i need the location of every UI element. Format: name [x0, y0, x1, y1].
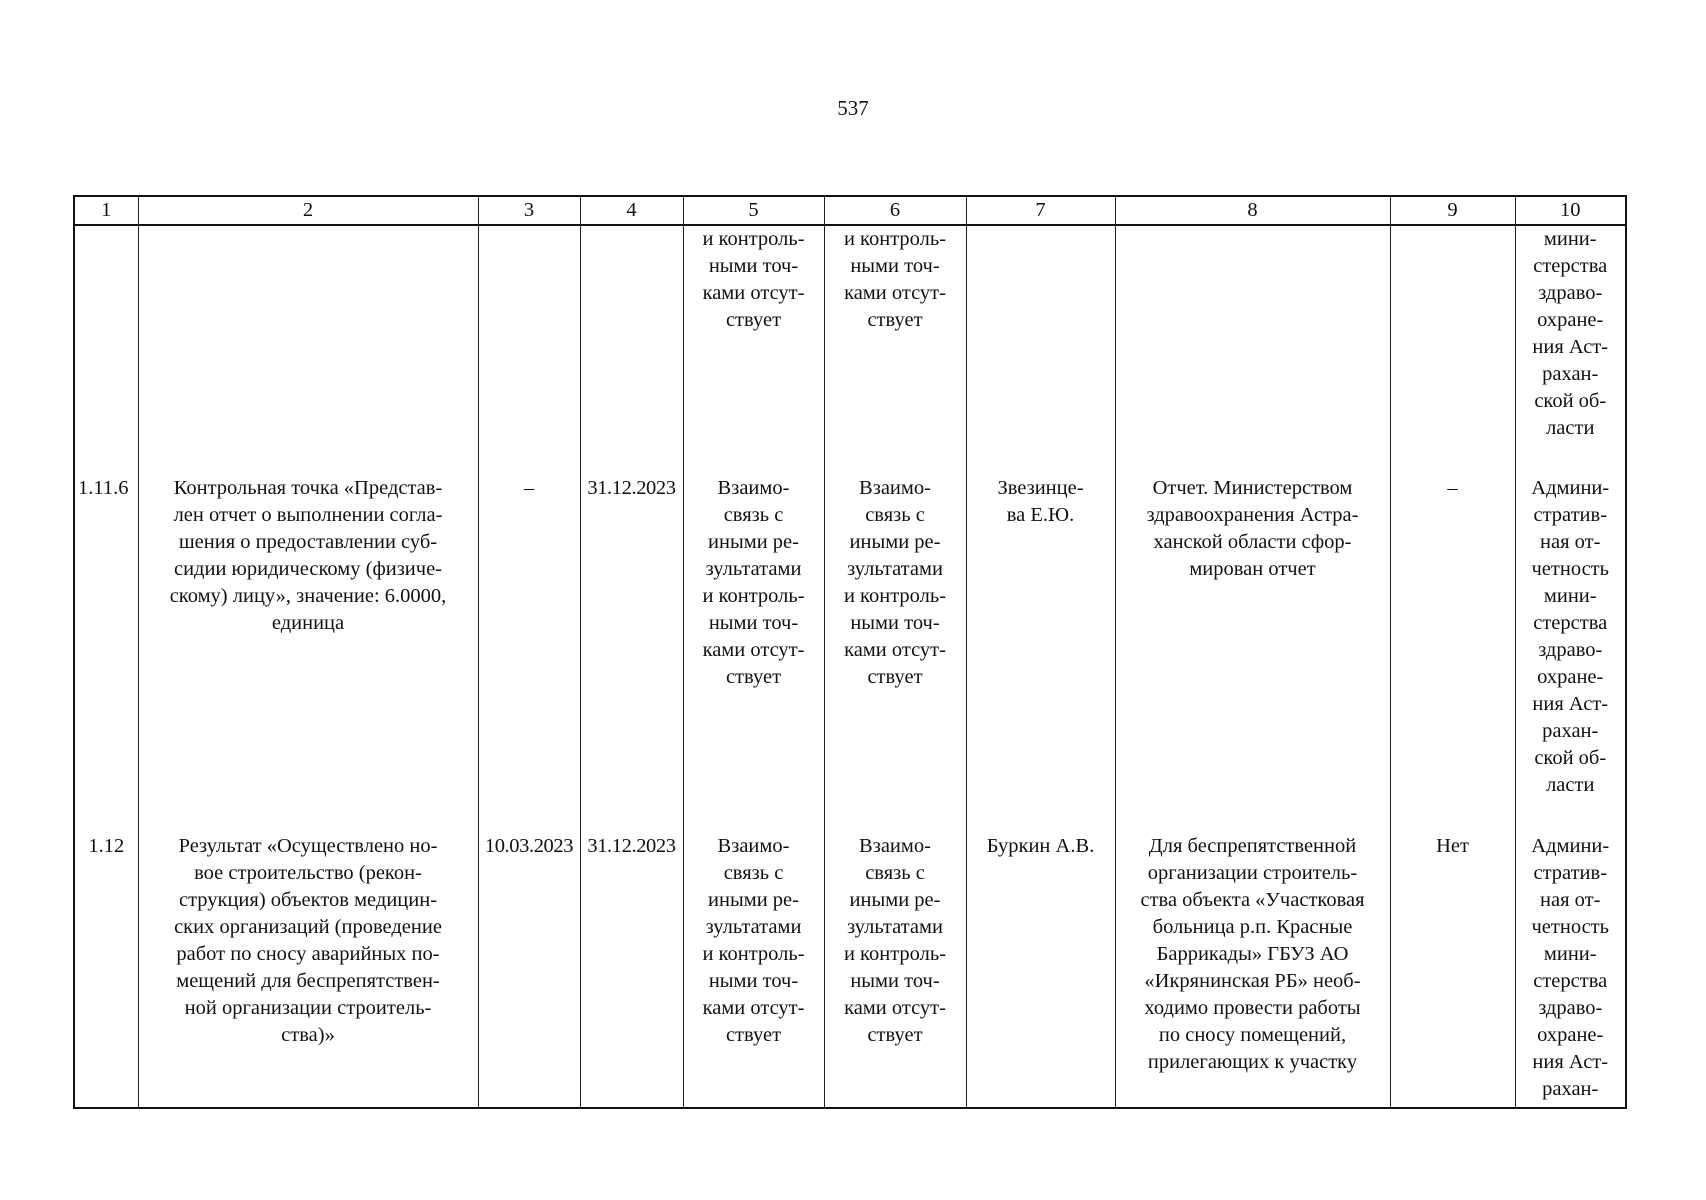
cell-flag: Нет	[1390, 829, 1515, 1108]
cell-predecessor: Взаимо- связь с иными ре- зультатами и контроль- ными точ- ками отсут- ствует	[683, 829, 824, 1108]
header-row	[74, 196, 1626, 225]
table-row	[74, 225, 1626, 471]
header-cell-3: 3	[478, 196, 580, 225]
cell-number: 1.12	[74, 829, 138, 1108]
cell-predecessor: и контроль- ными точ- ками отсут- ствует	[683, 225, 824, 471]
header-cell-4: 4	[580, 196, 683, 225]
report-table	[73, 195, 1627, 1109]
cell-responsible: Звезинце- ва Е.Ю.	[966, 471, 1115, 829]
header-cell-10: 10	[1515, 196, 1626, 225]
cell-result-description: Для беспрепятственной организации строитель- ства объекта «Участковая больница р.п. Красные Баррикады» ГБУЗ АО «Икрянинская РБ» необ- ходимо провести работы по сносу помещений, прилегающих к участку	[1115, 829, 1390, 1108]
cell-number: 1.11.6	[74, 471, 138, 829]
cell-result-description	[1115, 225, 1390, 471]
header-cell-8: 8	[1115, 196, 1390, 225]
cell-predecessor: Взаимо- связь с иными ре- зультатами и контроль- ными точ- ками отсут- ствует	[683, 471, 824, 829]
cell-document-type: Админи- стратив- ная от- четность мини- стерства здраво- охране- ния Аст- рахан- ской об- ласти	[1515, 471, 1626, 829]
cell-flag: –	[1390, 471, 1515, 829]
cell-successor: Взаимо- связь с иными ре- зультатами и контроль- ными точ- ками отсут- ствует	[824, 471, 966, 829]
cell-responsible	[966, 225, 1115, 471]
cell-flag	[1390, 225, 1515, 471]
header-cell-6: 6	[824, 196, 966, 225]
cell-name: Контрольная точка «Представ- лен отчет о выполнении согла- шения о предоставлении суб- сидии юридическому (физиче- скому) лицу», значение: 6.0000, единица	[138, 471, 478, 829]
table-row	[74, 471, 1626, 829]
cell-end-date: 31.12.2023	[580, 471, 683, 829]
cell-name	[138, 225, 478, 471]
cell-start-date	[478, 225, 580, 471]
page-number: 537	[837, 96, 869, 120]
header-cell-9: 9	[1390, 196, 1515, 225]
cell-responsible: Буркин А.В.	[966, 829, 1115, 1108]
header-cell-2: 2	[138, 196, 478, 225]
header-cell-7: 7	[966, 196, 1115, 225]
header-cell-1: 1	[74, 196, 138, 225]
cell-end-date	[580, 225, 683, 471]
cell-successor: и контроль- ными точ- ками отсут- ствует	[824, 225, 966, 471]
header-cell-5: 5	[683, 196, 824, 225]
cell-end-date: 31.12.2023	[580, 829, 683, 1108]
cell-document-type: мини- стерства здраво- охране- ния Аст- рахан- ской об- ласти	[1515, 225, 1626, 471]
cell-successor: Взаимо- связь с иными ре- зультатами и контроль- ными точ- ками отсут- ствует	[824, 829, 966, 1108]
cell-start-date: –	[478, 471, 580, 829]
table-row	[74, 829, 1626, 1108]
cell-result-description: Отчет. Министерством здравоохранения Астра- ханской области сфор- мирован отчет	[1115, 471, 1390, 829]
cell-start-date: 10.03.2023	[478, 829, 580, 1108]
cell-number	[74, 225, 138, 471]
cell-name: Результат «Осуществлено но- вое строительство (рекон- струкция) объектов медицин- ских организаций (проведение работ по сносу аварийных по- мещений для беспрепятствен- ной организации строитель- ства)»	[138, 829, 478, 1108]
cell-document-type: Админи- стратив- ная от- четность мини- стерства здраво- охране- ния Аст- рахан-	[1515, 829, 1626, 1108]
